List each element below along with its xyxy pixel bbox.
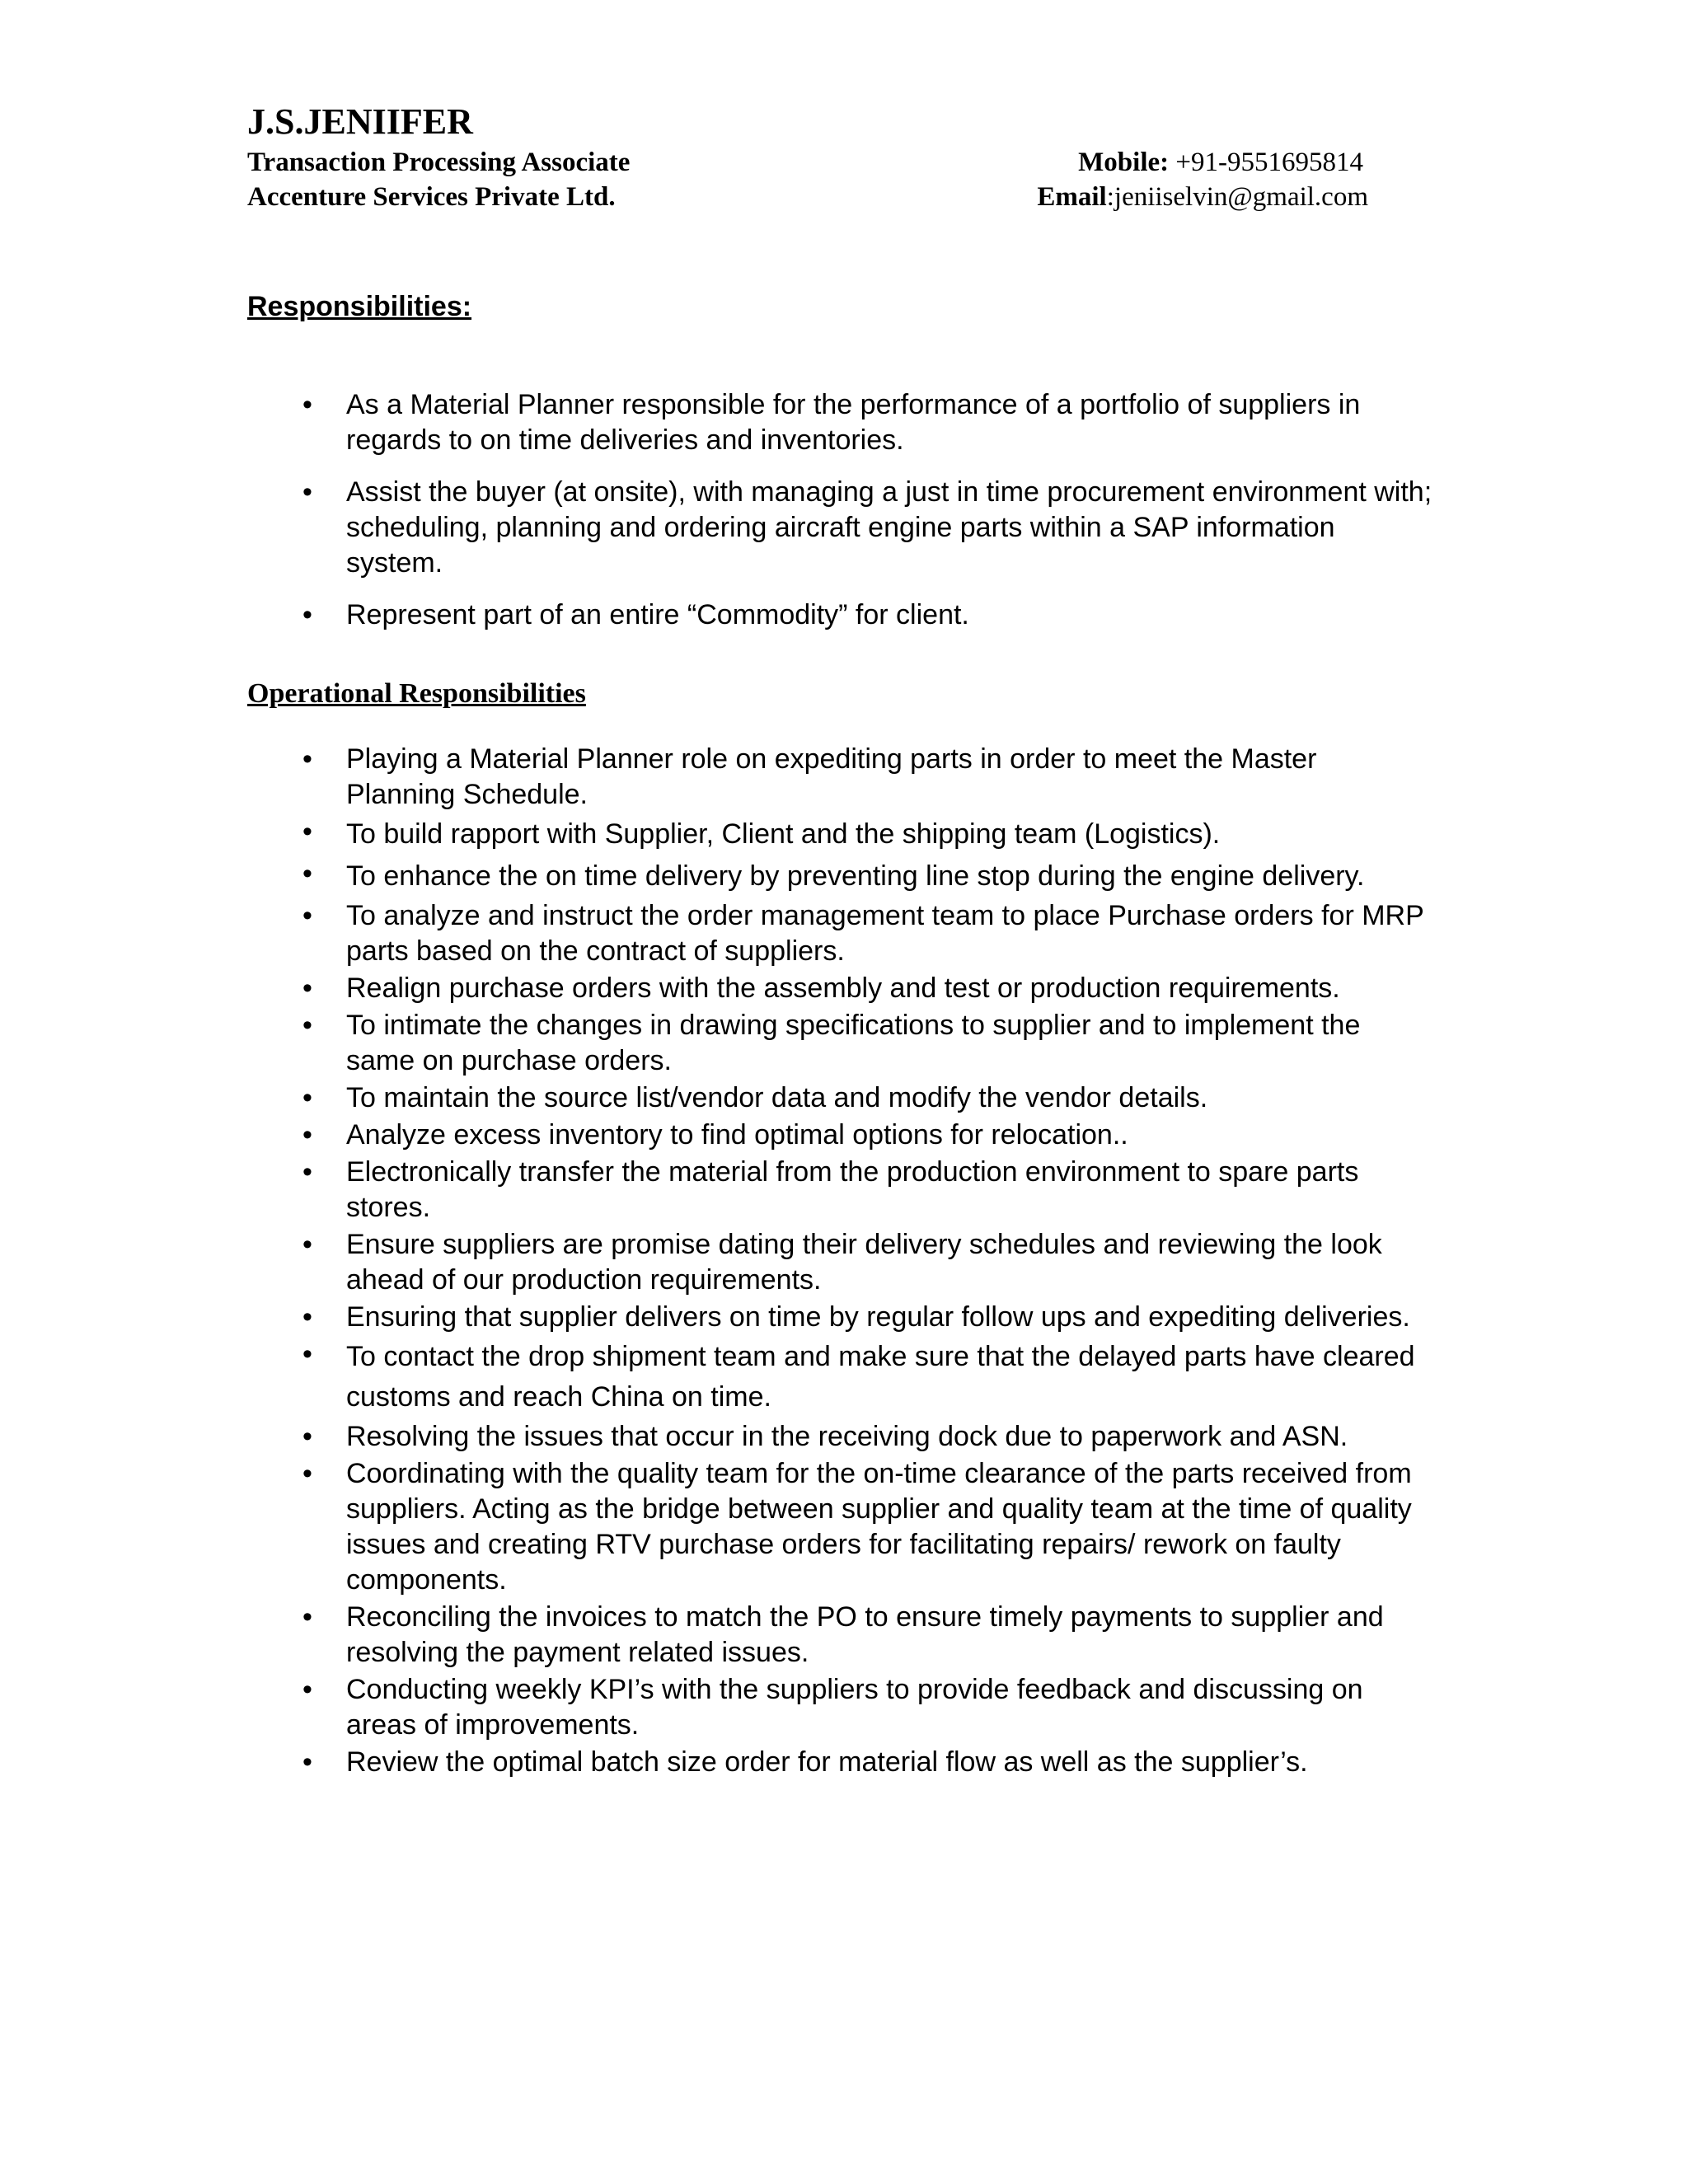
list-item: • Ensure suppliers are promise dating their delivery schedules and reviewing the look ahead of our production requirements.	[295, 1227, 1432, 1298]
resume-header	[247, 99, 1368, 214]
bullet-icon: •	[302, 1156, 312, 1188]
list-item: • Electronically transfer the material from the production environment to spare parts stores.	[295, 1155, 1432, 1226]
list-item: • To maintain the source list/vendor data and modify the vendor details.	[295, 1080, 1432, 1116]
list-item: • To analyze and instruct the order management team to place Purchase orders for MRP parts based on the contract of suppliers.	[295, 898, 1432, 969]
operational-responsibilities-heading: Operational Responsibilities	[247, 678, 586, 709]
bullet-icon: •	[302, 1458, 312, 1489]
job-title: Transaction Processing Associate	[247, 148, 631, 177]
list-item: • Ensuring that supplier delivers on time by regular follow ups and expediting deliveries.	[295, 1300, 1432, 1335]
bullet-icon: •	[302, 1601, 312, 1633]
bullet-icon: •	[302, 900, 312, 931]
bullet-icon: •	[302, 1010, 312, 1041]
list-item: • Coordinating with the quality team for the on-time clearance of the parts received from suppliers. Acting as the bridge between supplier and quality team at the time of quality issues and creating RTV purchase orders for facilitating repairs/ rework on faulty components.	[295, 1456, 1432, 1598]
list-item: • Assist the buyer (at onsite), with managing a just in time procurement environment with; scheduling, planning and ordering aircraft engine parts within a SAP information system.	[295, 475, 1432, 581]
mobile-contact	[1078, 145, 1368, 180]
header-row-title-mobile	[247, 145, 1368, 180]
company-name: Accenture Services Private Ltd.	[247, 182, 616, 212]
list-item: • To enhance the on time delivery by preventing line stop during the engine delivery.	[295, 856, 1432, 897]
list-item: • Playing a Material Planner role on expediting parts in order to meet the Master Planning Schedule.	[295, 742, 1432, 813]
header-row-company-email	[247, 180, 1368, 214]
email-label: Email	[1037, 182, 1107, 212]
bullet-icon: •	[302, 1338, 312, 1370]
list-item: • Reconciling the invoices to match the PO to ensure timely payments to supplier and resolving the payment related issues.	[295, 1600, 1432, 1671]
list-item: • To intimate the changes in drawing specifications to supplier and to implement the same on purchase orders.	[295, 1008, 1432, 1079]
bullet-icon: •	[302, 1301, 312, 1333]
candidate-name: J.S.JENIIFER	[247, 101, 473, 142]
bullet-icon: •	[302, 1119, 312, 1151]
bullet-icon: •	[302, 1229, 312, 1260]
bullet-icon: •	[302, 1674, 312, 1705]
list-item: • Analyze excess inventory to find optimal options for relocation..	[295, 1118, 1432, 1153]
bullet-icon: •	[302, 1421, 312, 1452]
list-item: • Realign purchase orders with the assembly and test or production requirements.	[295, 971, 1432, 1006]
bullet-icon: •	[302, 858, 312, 889]
bullet-icon: •	[302, 743, 312, 775]
list-item: • Review the optimal batch size order for material flow as well as the supplier’s.	[295, 1745, 1432, 1780]
bullet-icon: •	[302, 476, 312, 508]
bullet-icon: •	[302, 1082, 312, 1113]
bullet-icon: •	[302, 816, 312, 847]
list-item: • Represent part of an entire “Commodity” for client.	[295, 598, 1432, 633]
operational-responsibilities-list	[295, 742, 1432, 1782]
email-value: :jeniiselvin@gmail.com	[1106, 182, 1368, 212]
responsibilities-list	[295, 387, 1432, 649]
mobile-label: Mobile:	[1078, 148, 1170, 177]
list-item: • To build rapport with Supplier, Client and the shipping team (Logistics).	[295, 814, 1432, 855]
email-contact	[1037, 180, 1368, 214]
responsibilities-heading: Responsibilities:	[247, 291, 472, 322]
bullet-icon: •	[302, 389, 312, 420]
bullet-icon: •	[302, 972, 312, 1004]
list-item: • Conducting weekly KPI’s with the suppliers to provide feedback and discussing on areas of improvements.	[295, 1672, 1432, 1743]
mobile-value: +91-9551695814	[1169, 148, 1363, 177]
bullet-icon: •	[302, 599, 312, 630]
list-item: • As a Material Planner responsible for the performance of a portfolio of suppliers in regards to on time deliveries and inventories.	[295, 387, 1432, 458]
list-item: • To contact the drop shipment team and make sure that the delayed parts have cleared customs and reach China on time.	[295, 1337, 1432, 1418]
bullet-icon: •	[302, 1746, 312, 1778]
list-item: • Resolving the issues that occur in the receiving dock due to paperwork and ASN.	[295, 1419, 1432, 1455]
